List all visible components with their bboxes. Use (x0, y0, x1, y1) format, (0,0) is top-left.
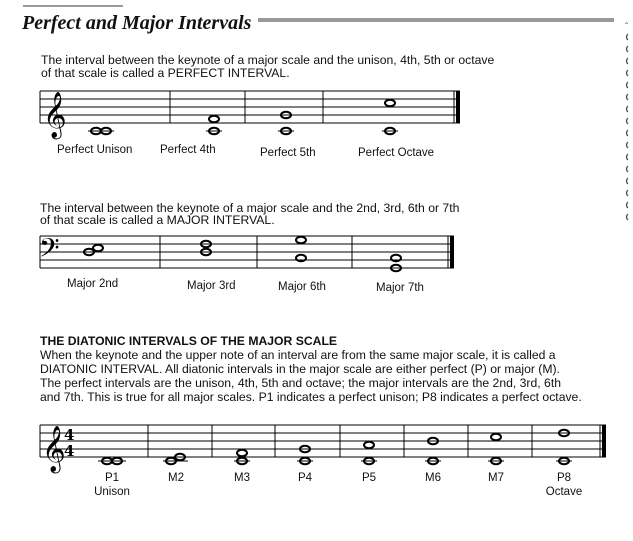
perfect-intro-line-1: The interval between the keynote of a major scale and the unison, 4th, 5th or octave (41, 53, 495, 67)
label-m7: M7 (488, 472, 504, 484)
diatonic-line-1: When the keynote and the upper note of an interval are from the same major scale, it is called a (40, 348, 556, 362)
diatonic-line-2: DIATONIC INTERVAL. All diatonic intervals in the major scale are either perfect (P) or major (M). (40, 362, 560, 376)
perfect-intro-line-2: of that scale is called a PERFECT INTERVAL. (41, 66, 290, 80)
label-m2: M2 (168, 472, 184, 484)
svg-text:ˆ: ˆ (625, 22, 629, 33)
label-unison: Unison (94, 486, 130, 498)
label-major-3rd: Major 3rd (187, 280, 236, 292)
diatonic-line-4: and 7th. This is true for all major scales. P1 indicates a perfect unison; P8 indicates a perfect octave. (40, 390, 582, 404)
label-m6: M6 (425, 472, 441, 484)
treble-clef-icon: 𝄞 (43, 92, 67, 138)
major-intro-line-2: of that scale is called a MAJOR INTERVAL. (40, 213, 275, 227)
label-major-2nd: Major 2nd (67, 278, 119, 290)
label-perfect-unison: Perfect Unison (57, 144, 133, 156)
label-major-6th: Major 6th (278, 281, 326, 293)
treble-clef-icon: 𝄞 (42, 426, 66, 472)
diatonic-heading: THE DIATONIC INTERVALS OF THE MAJOR SCALE (40, 334, 338, 348)
label-p5: P5 (361, 472, 377, 484)
diatonic-line-3: The perfect intervals are the unison, 4th, 5th and octave; the major intervals are the 2nd, 3rd, 6th (40, 376, 561, 390)
label-m3: M3 (234, 472, 250, 484)
label-perfect-5th: Perfect 5th (260, 147, 316, 159)
label-p1: P1 (104, 472, 120, 484)
page-title: Perfect and Major Intervals (22, 12, 252, 34)
label-perfect-octave: Perfect Octave (358, 147, 435, 159)
bass-clef-icon: 𝄢 (39, 232, 60, 270)
label-major-7th: Major 7th (376, 282, 424, 294)
time-signature-top: 4 (64, 426, 75, 444)
label-perfect-4th: Perfect 4th (160, 144, 216, 156)
time-signature-bottom: 4 (64, 442, 75, 460)
major-intro-line-1: The interval between the keynote of a major scale and the 2nd, 3rd, 6th or 7th (40, 201, 460, 215)
label-p4: P4 (297, 472, 313, 484)
label-p8: P8 (556, 472, 572, 484)
label-octave: Octave (545, 486, 583, 498)
